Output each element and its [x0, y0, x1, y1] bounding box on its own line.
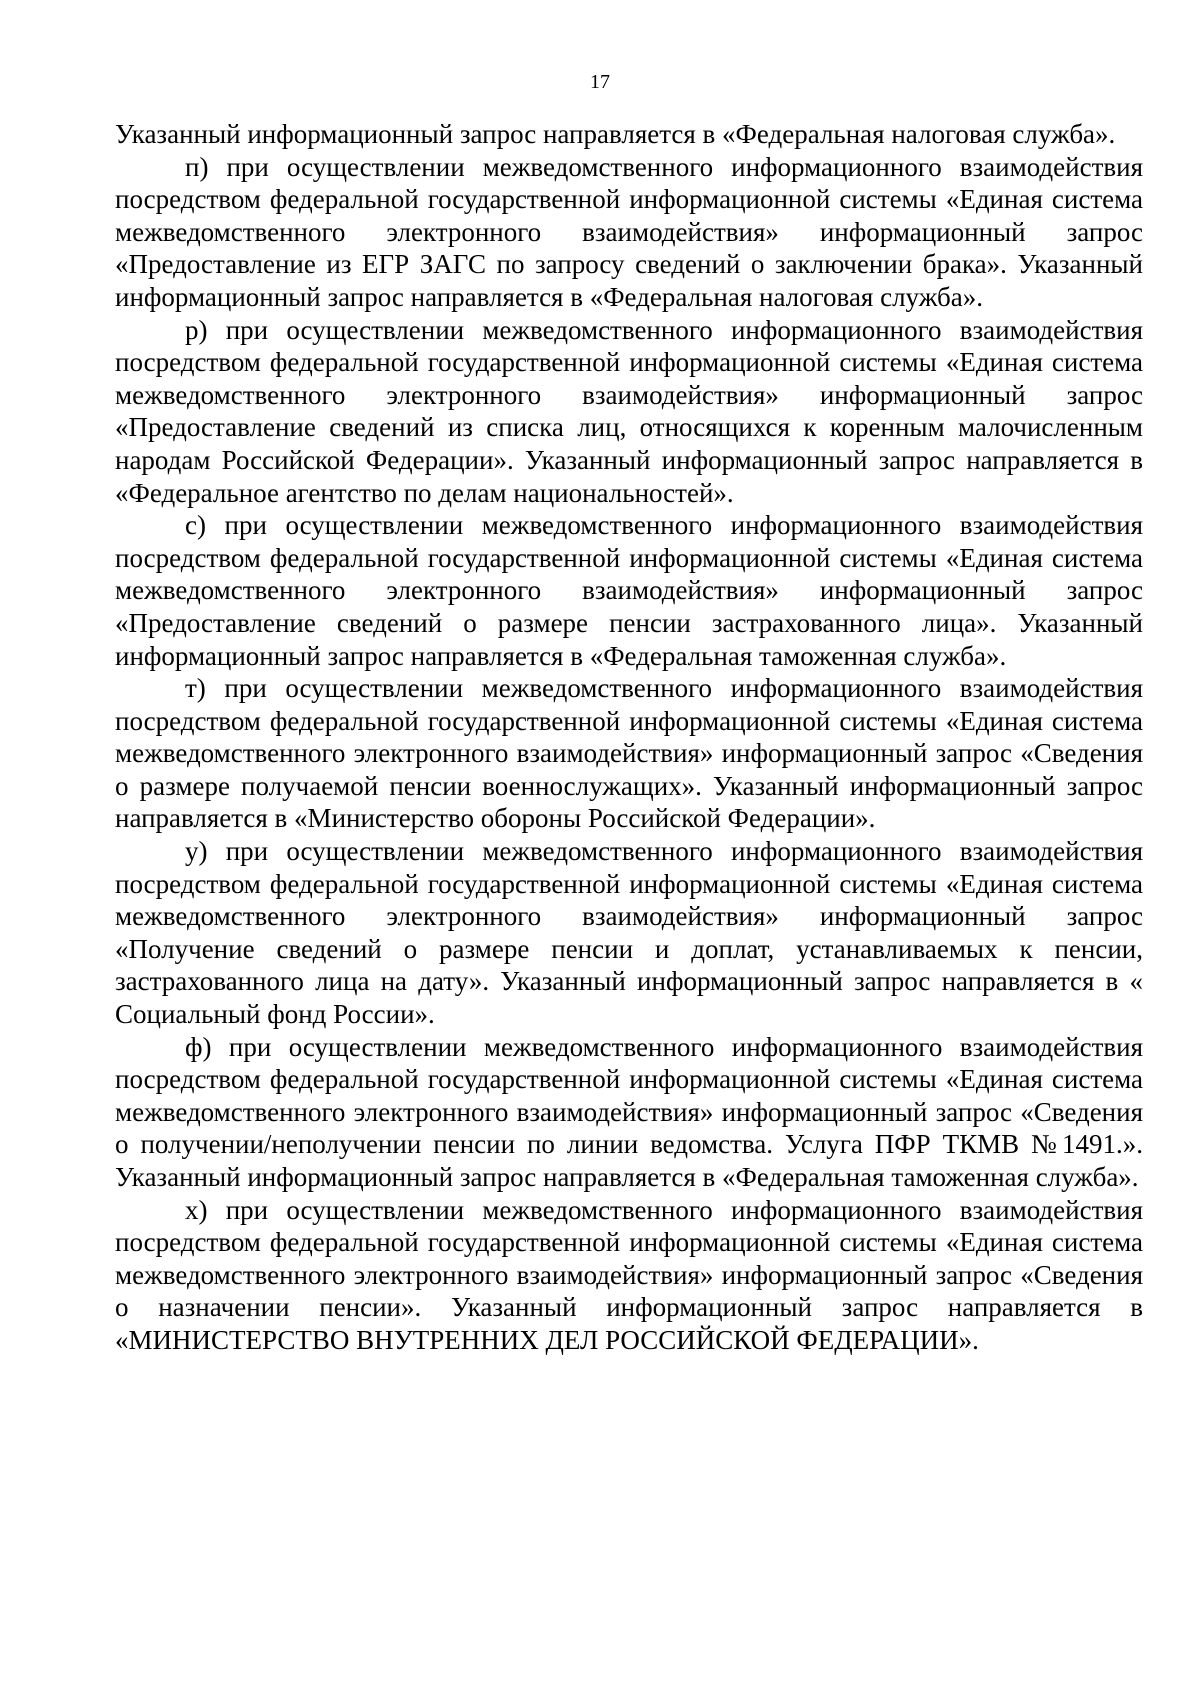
- paragraph-item-p: п) при осуществлении межведомственного информационного взаимодействия посредством федеральной государственной информационной системы «Единая система межведомственного электронного взаимодействия» информационный запрос «Предоставление из ЕГР ЗАГС по запросу сведений о заключении брака». Указанный информационный запрос направляется в «Федеральная налоговая служба».: [115, 151, 1143, 312]
- paragraph-item-s: с) при осуществлении межведомственного информационного взаимодействия посредством федеральной государственной информационной системы «Единая система межведомственного электронного взаимодействия» информационный запрос «Предоставление сведений о размере пенсии застрахованного лица». Указанный информационный запрос направляется в «Федеральная таможенная служба».: [115, 510, 1143, 671]
- paragraph-item-kh: х) при осуществлении межведомственного информационного взаимодействия посредством федеральной государственной информационной системы «Единая система межведомственного электронного взаимодействия» информационный запрос «Сведения о назначении пенсии». Указанный информационный запрос направляется в «МИНИСТЕРСТВО ВНУТРЕННИХ ДЕЛ РОССИЙСКОЙ ФЕДЕРАЦИИ».: [115, 1194, 1143, 1355]
- document-body: [115, 118, 1143, 1357]
- paragraph-item-u: у) при осуществлении межведомственного информационного взаимодействия посредством федеральной государственной информационной системы «Единая система межведомственного электронного взаимодействия» информационный запрос «Получение сведений о размере пенсии и доплат, устанавливаемых к пенсии, застрахованного лица на дату». Указанный информационный запрос направляется в « Социальный фонд России».: [115, 836, 1143, 1030]
- page-number: 17: [590, 71, 610, 93]
- paragraph-item-r: р) при осуществлении межведомственного информационного взаимодействия посредством федеральной государственной информационной системы «Единая система межведомственного электронного взаимодействия» информационный запрос «Предоставление сведений из списка лиц, относящихся к коренным малочисленным народам Российской Федерации». Указанный информационный запрос направляется в «Федеральное агентство по делам национальностей».: [115, 314, 1143, 508]
- paragraph-item-t: т) при осуществлении межведомственного информационного взаимодействия посредством федеральной государственной информационной системы «Единая система межведомственного электронного взаимодействия» информационный запрос «Сведения о размере получаемой пенсии военнослужащих». Указанный информационный запрос направляется в «Министерство обороны Российской Федерации».: [115, 673, 1143, 834]
- paragraph-continuation: Указанный информационный запрос направляется в «Федеральная налоговая служба».: [115, 119, 1116, 149]
- paragraph-item-f: ф) при осуществлении межведомственного информационного взаимодействия посредством федеральной государственной информационной системы «Единая система межведомственного электронного взаимодействия» информационный запрос «Сведения о получении/неполучении пенсии по линии ведомства. Услуга ПФР ТКМВ №1491.». Указанный информационный запрос направляется в «Федеральная таможенная служба».: [115, 1031, 1143, 1192]
